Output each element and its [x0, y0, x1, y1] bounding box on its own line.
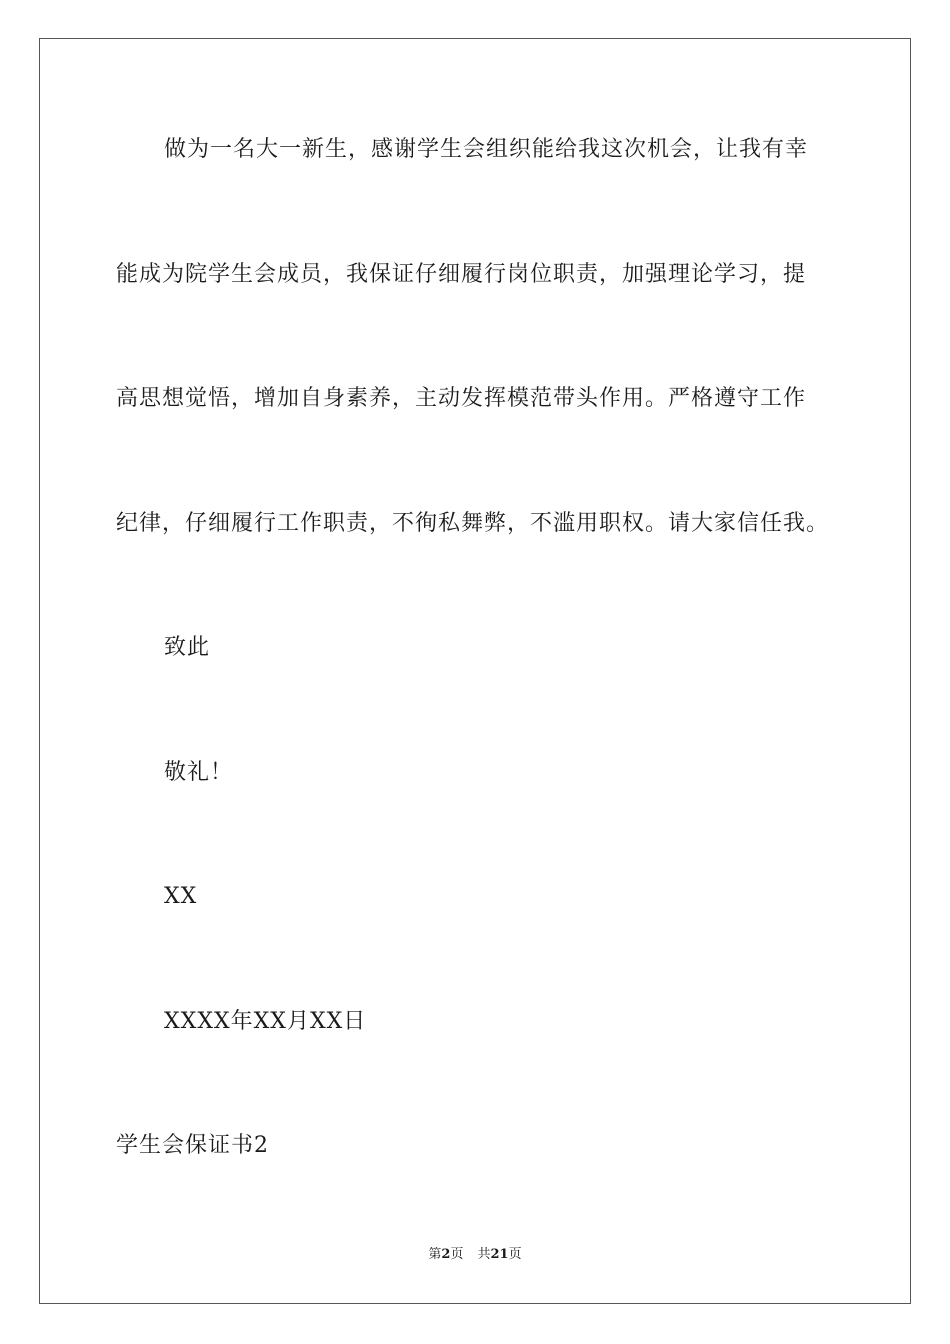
- signature: XX: [164, 884, 198, 909]
- signature-date: XXXX年XX月XX日: [164, 1009, 367, 1034]
- total-suffix: 页: [508, 1247, 522, 1262]
- page-footer: [0, 1246, 950, 1264]
- paragraph-line-2: 能成为院学生会成员，我保证仔细履行岗位职责，加强理论学习，提: [116, 262, 807, 287]
- page-border: [39, 38, 911, 1304]
- paragraph-line-1: 做为一名大一新生，感谢学生会组织能给我这次机会，让我有幸: [164, 137, 809, 162]
- page-current: 2: [441, 1247, 451, 1262]
- closing-regards: 敬礼！: [164, 760, 234, 785]
- paragraph-line-3: 高思想觉悟，增加自身素养，主动发挥模范带头作用。严格遵守工作: [116, 386, 807, 411]
- paragraph-line-4: 纪律，仔细履行工作职责，不徇私舞弊，不滥用职权。请大家信任我。: [116, 511, 830, 536]
- next-section-title: 学生会保证书2: [116, 1133, 269, 1158]
- page-total: 21: [490, 1247, 509, 1262]
- page-suffix: 页: [450, 1247, 464, 1262]
- closing-salutation: 致此: [164, 635, 211, 660]
- total-prefix: 共: [477, 1247, 491, 1262]
- page-prefix: 第: [428, 1247, 442, 1262]
